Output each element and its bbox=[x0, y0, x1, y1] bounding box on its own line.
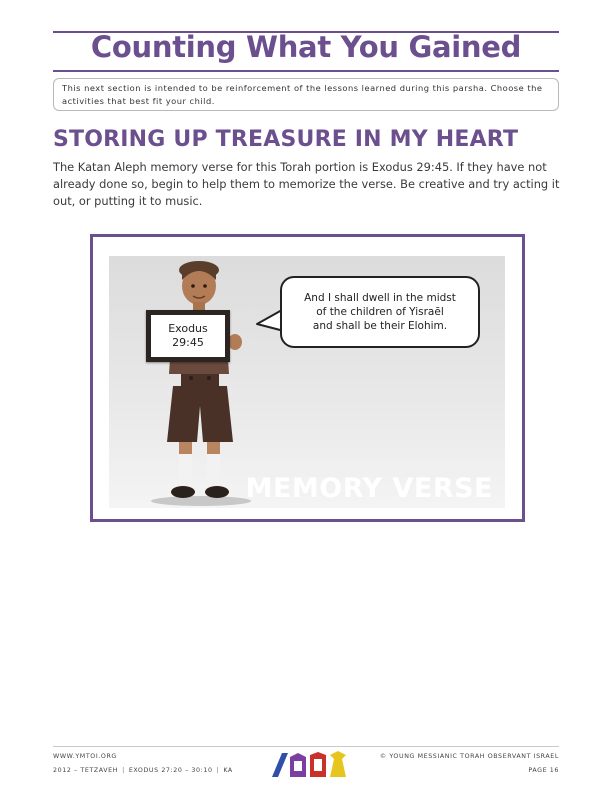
page-number: PAGE 16 bbox=[528, 767, 559, 774]
footer-website[interactable]: WWW.YMTOI.ORG bbox=[53, 753, 117, 760]
verse-line-2: of the children of Yisraēl bbox=[316, 306, 444, 318]
footer-level: KA bbox=[223, 767, 233, 774]
footer-reading-info bbox=[53, 767, 233, 774]
footer-year-parsha: 2012 – TETZAVEH bbox=[53, 767, 119, 774]
footer-reading: EXODUS 27:20 – 30:10 bbox=[128, 767, 213, 774]
ymtoi-logo bbox=[268, 749, 348, 779]
footer-rule bbox=[53, 746, 559, 747]
verse-line-3: and shall be their Elohim. bbox=[312, 320, 448, 332]
boy-illustration bbox=[129, 256, 269, 508]
verse-line-1: And I shall dwell in the midst bbox=[304, 292, 456, 304]
section-heading: STORING UP TREASURE IN MY HEART bbox=[53, 127, 519, 152]
memory-verse-label: MEMORY VERSE bbox=[245, 473, 493, 504]
title-underline bbox=[53, 70, 559, 72]
footer-separator: | bbox=[122, 767, 125, 774]
illustration-frame bbox=[90, 234, 525, 522]
footer-separator: | bbox=[216, 767, 220, 774]
section-body: The Katan Aleph memory verse for this Torah portion is Exodus 29:45. If they have not already done so, begin to help them to memorize the verse. Be creative and try acting it out, or putting it to music. bbox=[53, 160, 560, 208]
intro-box bbox=[53, 78, 559, 111]
sign-reference: 29:45 bbox=[172, 336, 204, 349]
page-title: Counting What You Gained bbox=[90, 30, 522, 64]
footer-copyright: © YOUNG MESSIANIC TORAH OBSERVANT ISRAEL bbox=[379, 753, 559, 760]
memory-verse-illustration bbox=[109, 256, 505, 508]
sign-book: Exodus bbox=[168, 322, 208, 335]
speech-bubble bbox=[280, 276, 480, 348]
intro-text: This next section is intended to be reinforcement of the lessons learned during this parsha. Choose the activities that best fit your child. bbox=[62, 83, 543, 106]
scripture-sign bbox=[146, 310, 230, 362]
